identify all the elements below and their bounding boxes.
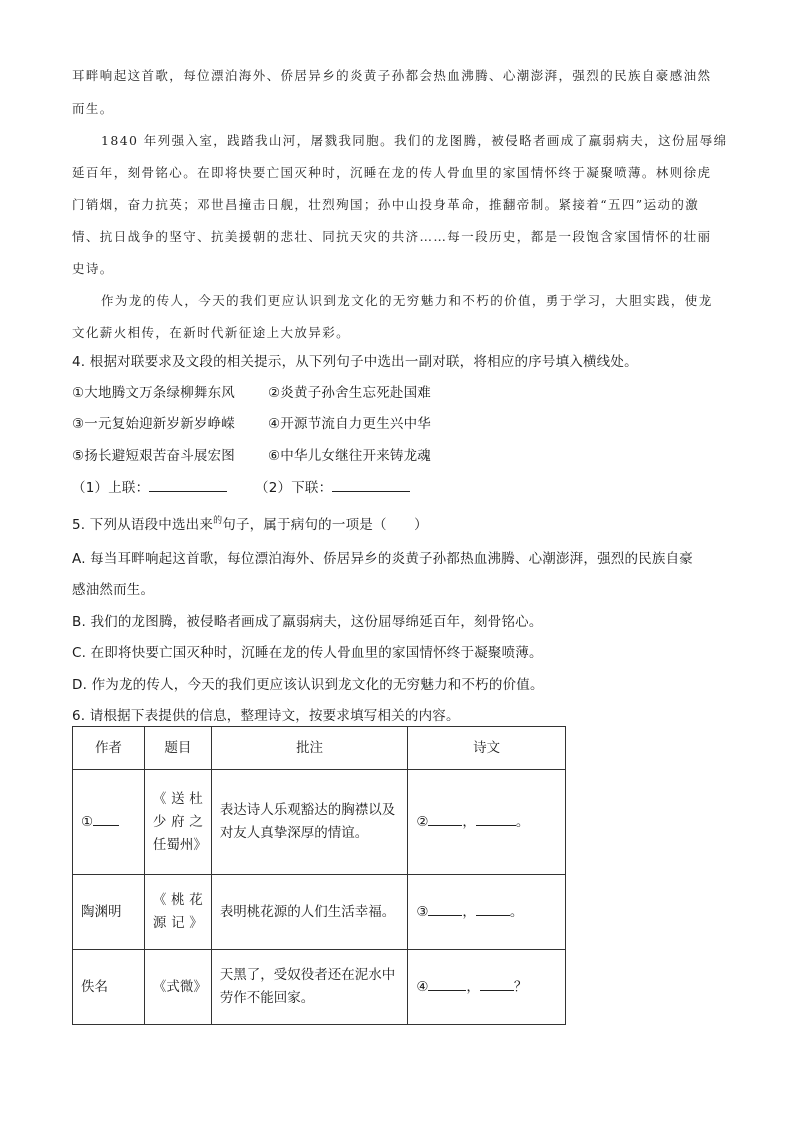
poem-table xyxy=(72,726,566,1025)
verse-end-punct: ？ xyxy=(513,978,528,995)
passage-line: 门销烟，奋力抗英；邓世昌撞击日舰，壮烈殉国；孙中山投身革命，推翻帝制。紧接着“五四”运动的激 xyxy=(72,197,700,212)
upper-couplet-blank[interactable] xyxy=(149,477,227,492)
choice: 感油然而生。 xyxy=(72,582,155,598)
stem-text: 5. 下列从语段中选出来 xyxy=(72,517,214,533)
option: ③一元复始迎新岁新岁峥嵘 xyxy=(72,416,236,432)
question-stem: 4. 根据对联要求及文段的相关提示，从下列句子中选出一副对联，将相应的序号填入横线处。 xyxy=(72,354,638,370)
lower-couplet-label: （2）下联： xyxy=(255,480,333,496)
title-cell: 《式微》 xyxy=(144,950,211,1025)
passage-line: 文化薪火相传，在新时代新征途上大放异彩。 xyxy=(72,325,351,340)
passage-line: 延百年，刻骨铭心。在即将快要亡国灭种时，沉睡在龙的传人骨血里的家国情怀终于凝聚喷薄。林则徐虎 xyxy=(72,165,712,180)
answer-line xyxy=(255,476,410,496)
verse-end-punct: 。 xyxy=(509,903,524,920)
comma: ， xyxy=(462,903,476,920)
choice: C. 在即将快要亡国灭种时，沉睡在龙的传人骨血里的家国情怀终于凝聚喷薄。 xyxy=(72,645,543,661)
passage-line: 1840 年列强入室，践踏我山河，屠戮我同胞。我们的龙图腾，被侵略者画成了羸弱病夫，这份屈辱绵 xyxy=(101,133,728,148)
table-header-row xyxy=(73,727,566,770)
passage-line: 史诗。 xyxy=(72,261,114,276)
passage-line: 情、抗日战争的坚守、抗美援朝的悲壮、同抗天灾的共济……每一段历史，都是一段饱含家国情怀的壮丽 xyxy=(72,229,712,244)
comma: ， xyxy=(466,978,480,995)
title-cell: 《桃花源记》 xyxy=(144,875,211,950)
header-author: 作者 xyxy=(73,727,145,770)
choice: A. 每当耳畔响起这首歌，每位漂泊海外、侨居异乡的炎黄子孙都热血沸腾、心潮澎湃，强烈的民族自豪 xyxy=(72,551,693,567)
verse-blank-2[interactable] xyxy=(476,813,516,826)
verse-cell xyxy=(408,950,566,1025)
option: ①大地腾文万条绿柳舞东风 xyxy=(72,385,236,401)
option: ②炎黄子孙舍生忘死赴国难 xyxy=(268,385,432,401)
verse-blank-2[interactable] xyxy=(480,978,514,991)
passage-line: 作为龙的传人，今天的我们更应认识到龙文化的无穷魅力和不朽的价值，勇于学习，大胆实践，使龙 xyxy=(101,293,713,308)
table-row xyxy=(73,875,566,950)
header-title: 题目 xyxy=(144,727,211,770)
author-blank[interactable] xyxy=(93,813,119,826)
verse-blank-2[interactable] xyxy=(476,903,510,916)
note-cell: 表达诗人乐观豁达的胸襟以及对友人真挚深厚的情谊。 xyxy=(211,770,408,875)
verse-blank-1[interactable] xyxy=(428,978,466,991)
table-row xyxy=(73,770,566,875)
verse-cell xyxy=(408,770,566,875)
lower-couplet-blank[interactable] xyxy=(332,477,410,492)
question-6-stem: 6. 请根据下表提供的信息，整理诗文，按要求填写相关的内容。 xyxy=(72,708,460,724)
question-stem xyxy=(72,513,428,533)
author-cell: 佚名 xyxy=(73,950,145,1025)
option: ⑤扬长避短艰苦奋斗展宏图 xyxy=(72,448,236,464)
blank-number: ② xyxy=(416,813,429,830)
comma: ， xyxy=(462,813,476,830)
author-cell: 陶渊明 xyxy=(73,875,145,950)
verse-cell xyxy=(408,875,566,950)
verse-blank-1[interactable] xyxy=(428,903,462,916)
note-cell: 表明桃花源的人们生活幸福。 xyxy=(211,875,408,950)
title-cell: 《送杜少府之任蜀州》 xyxy=(144,770,211,875)
table-row xyxy=(73,950,566,1025)
blank-number: ④ xyxy=(416,978,429,995)
verse-end-punct: 。 xyxy=(515,813,530,830)
author-cell xyxy=(73,770,145,875)
option: ④开源节流自力更生兴中华 xyxy=(268,416,432,432)
stem-superscript: 的 xyxy=(213,516,223,526)
option: ⑥中华儿女继往开来铸龙魂 xyxy=(268,448,432,464)
passage-line: 而生。 xyxy=(72,101,114,116)
stem-text: 句子，属于病句的一项是（ ） xyxy=(222,517,428,533)
answer-line xyxy=(72,476,227,496)
header-note: 批注 xyxy=(211,727,408,770)
blank-number: ① xyxy=(81,813,94,830)
passage-line: 耳畔响起这首歌，每位漂泊海外、侨居异乡的炎黄子孙都会热血沸腾、心潮澎湃，强烈的民族自豪感油然 xyxy=(72,68,712,83)
blank-number: ③ xyxy=(416,903,429,920)
choice: B. 我们的龙图腾，被侵略者画成了羸弱病夫，这份屈辱绵延百年，刻骨铭心。 xyxy=(72,614,543,630)
note-cell: 天黑了，受奴役者还在泥水中劳作不能回家。 xyxy=(211,950,408,1025)
choice: D. 作为龙的传人，今天的我们更应该认识到龙文化的无穷魅力和不朽的价值。 xyxy=(72,677,544,693)
verse-blank-1[interactable] xyxy=(428,813,462,826)
header-verse: 诗文 xyxy=(408,727,566,770)
upper-couplet-label: （1）上联： xyxy=(72,480,150,496)
